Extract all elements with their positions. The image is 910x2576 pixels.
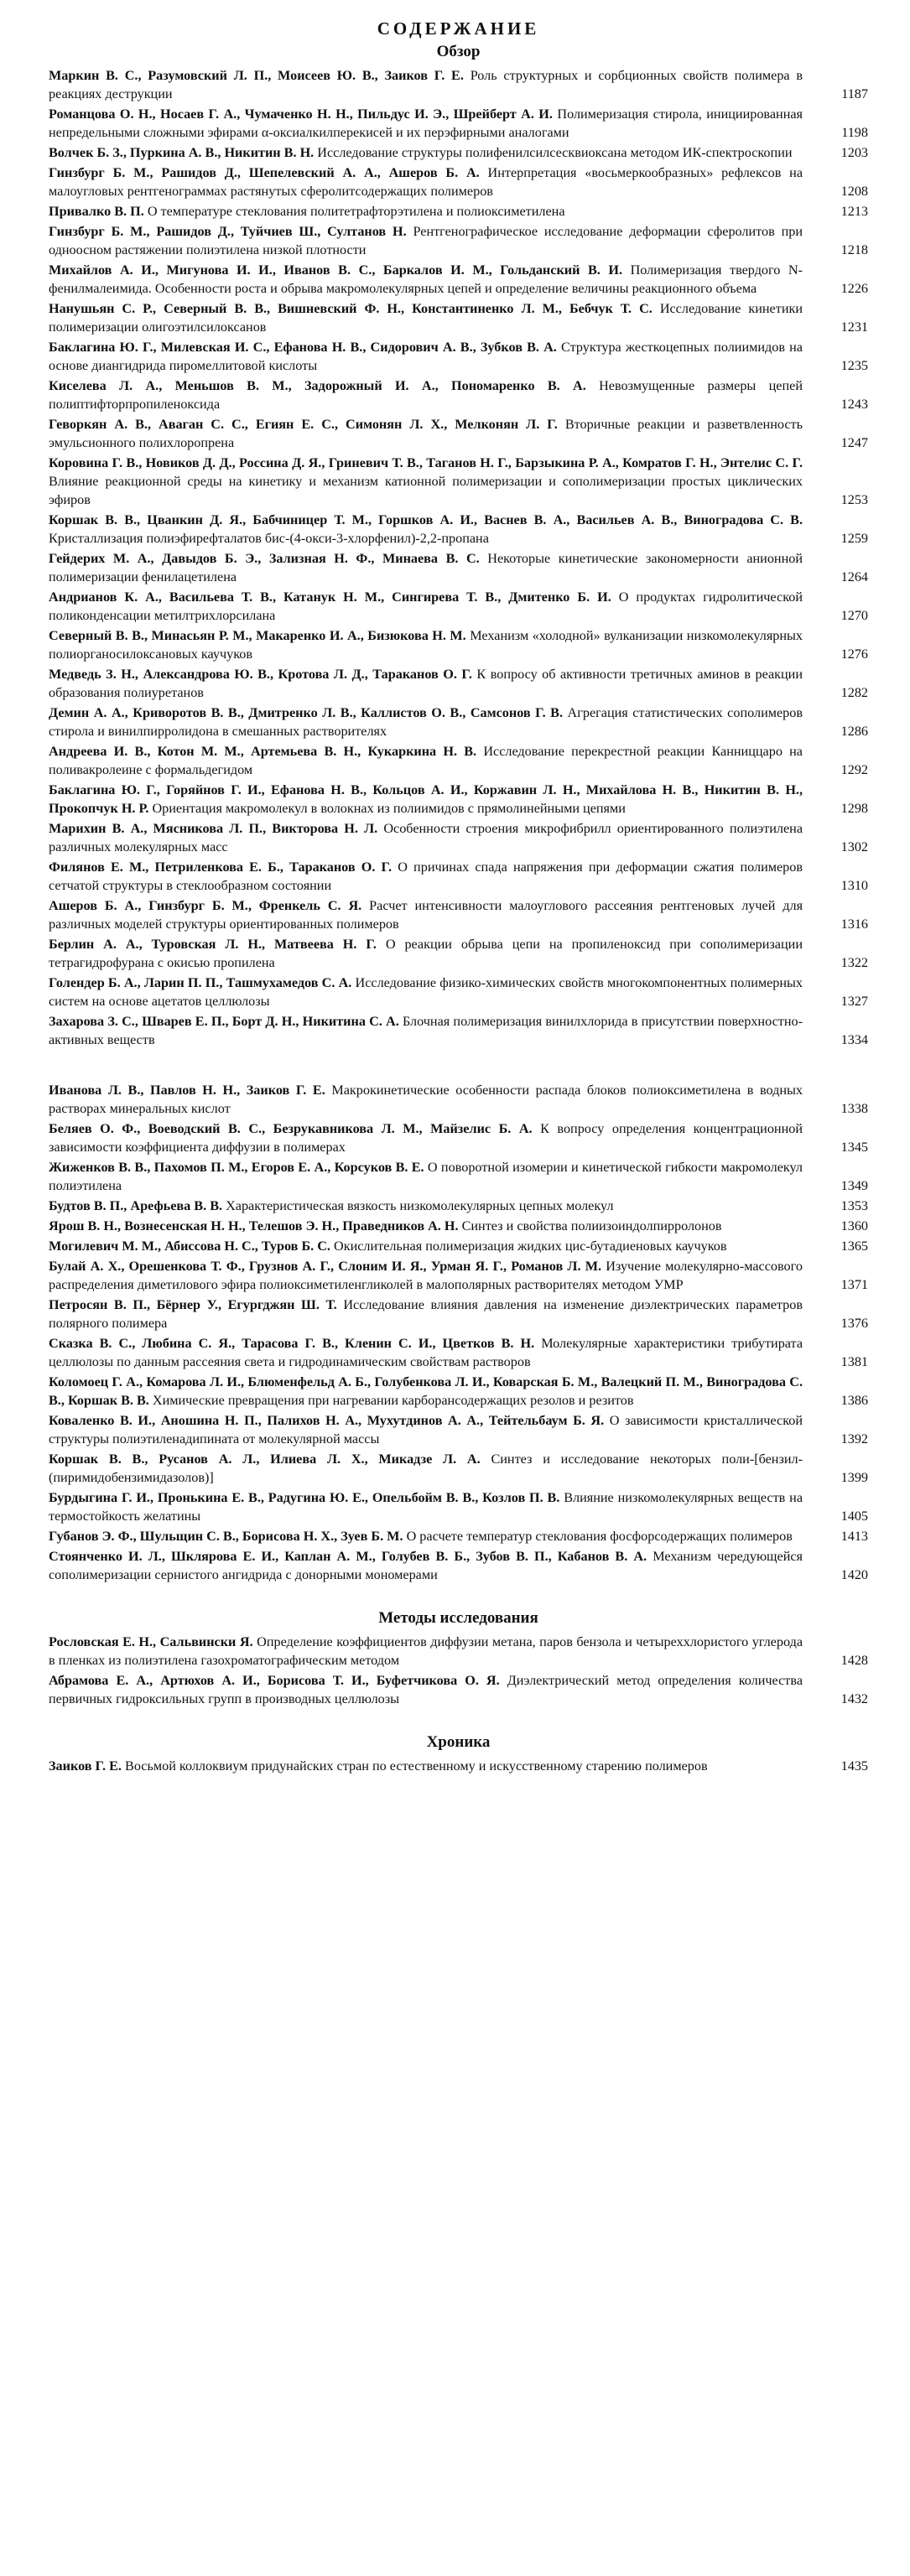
entry-text xyxy=(49,299,823,336)
entry-authors: Гинзбург Б. М., Рашидов Д., Туйчиев Ш., Султанов Н. xyxy=(49,224,407,239)
toc-section xyxy=(49,1081,868,1584)
entry-title: Химические превращения при нагревании карборансодержащих резолов и резитов xyxy=(152,1393,634,1408)
entry-title: О температуре стеклования политетрафторэтилена и полиоксиметилена xyxy=(147,204,565,219)
entry-authors: Маркин В. С., Разумовский Л. П., Моисеев Ю. В., Заиков Г. Е. xyxy=(49,68,464,83)
toc-entry xyxy=(49,66,868,103)
toc-entry xyxy=(49,819,868,856)
entry-title: Ориентация макромолекул в волокнах из полиимидов с прямолинейными цепями xyxy=(152,801,626,816)
entry-authors: Северный В. В., Минасьян Р. М., Макаренко И. А., Бизюкова Н. М. xyxy=(49,628,466,643)
entry-page-number: 1231 xyxy=(840,319,868,335)
entry-title: К вопросу определения концентрационной зависимости коэффициента диффузии в полимерах xyxy=(49,1121,803,1155)
entry-text xyxy=(49,1757,823,1775)
entry-authors: Медведь З. Н., Александрова Ю. В., Кротова Л. Д., Тараканов О. Г. xyxy=(49,667,472,682)
toc-entry xyxy=(49,1081,868,1118)
toc-entry xyxy=(49,143,868,162)
entry-text xyxy=(49,164,823,200)
entry-title: Вторичные реакции и разветвленность эмульсионного полихлоропрена xyxy=(49,417,803,450)
page-title: СОДЕРЖАНИЕ xyxy=(377,18,540,39)
toc-entry xyxy=(49,935,868,972)
entry-title: Кристаллизация полиэфирефталатов бис-(4-окси-3-хлорфенил)-2,2-пропана xyxy=(49,531,489,546)
toc-entry xyxy=(49,164,868,200)
toc-entry xyxy=(49,1237,868,1255)
entry-text xyxy=(49,143,823,162)
entry-page-number: 1322 xyxy=(840,955,868,970)
entry-title: Интерпретация «восьмеркообразных» рефлексов на малоугловых рентгенограммах растянутых сферолитсодержащих полимеров xyxy=(49,165,803,199)
toc-entry xyxy=(49,338,868,375)
entry-page-number: 1292 xyxy=(840,762,868,777)
entry-text xyxy=(49,1217,823,1235)
toc-entry xyxy=(49,1450,868,1487)
toc-entry xyxy=(49,858,868,895)
entry-page-number: 1310 xyxy=(840,878,868,893)
entry-title: Влияние низкомолекулярных веществ на термостойкость желатины xyxy=(49,1490,803,1524)
entry-authors: Заиков Г. Е. xyxy=(49,1758,122,1774)
entry-authors: Киселева Л. А., Меньшов В. М., Задорожный И. А., Пономаренко В. А. xyxy=(49,378,586,393)
entry-page-number: 1338 xyxy=(840,1101,868,1116)
entry-text xyxy=(49,1527,823,1545)
entry-title: Механизм чередующейся сополимеризации сернистого ангидрида с донорными мономерами xyxy=(49,1549,803,1582)
entry-authors: Захарова З. С., Шварев Е. П., Борт Д. Н., Никитина С. А. xyxy=(49,1014,399,1029)
entry-authors: Коломоец Г. А., Комарова Л. И., Блюменфельд А. Б., Голубенкова Л. И., Коварская Б. М., Валецкий П. М., Виноградова С. В., Коршак В. В. xyxy=(49,1374,803,1408)
entry-page-number: 1243 xyxy=(840,397,868,412)
entry-authors: Абрамова Е. А., Артюхов А. И., Борисова Т. И., Буфетчикова О. Я. xyxy=(49,1673,500,1688)
entry-text xyxy=(49,202,823,221)
entry-page-number: 1298 xyxy=(840,801,868,816)
entry-text xyxy=(49,1633,823,1670)
entry-page-number: 1302 xyxy=(840,839,868,854)
entry-page-number: 1435 xyxy=(840,1758,868,1774)
entry-page-number: 1353 xyxy=(840,1198,868,1213)
entry-authors: Будтов В. П., Арефьева В. В. xyxy=(49,1198,223,1213)
entry-text xyxy=(49,1257,823,1294)
toc-entry xyxy=(49,1334,868,1371)
entry-page-number: 1282 xyxy=(840,685,868,700)
entry-title: Изучение молекулярно-массового распределения диметилового эфира полиоксиметиленгликолей в малополярных растворителях методом УМР xyxy=(49,1259,803,1292)
entry-page-number: 1386 xyxy=(840,1393,868,1408)
toc-section xyxy=(49,43,868,1049)
entry-title: Роль структурных и сорбционных свойств полимера в реакциях деструкции xyxy=(49,68,803,101)
entry-authors: Сказка В. С., Любина С. Я., Тарасова Г. В., Кленин С. И., Цветков В. Н. xyxy=(49,1336,535,1351)
entry-text xyxy=(49,261,823,298)
toc-entry xyxy=(49,626,868,663)
toc-entry xyxy=(49,1488,868,1525)
entry-title: Особенности строения микрофибрилл ориентированного полиэтилена различных молекулярных масс xyxy=(49,821,803,854)
toc-entry xyxy=(49,299,868,336)
entry-text xyxy=(49,66,823,103)
entry-authors: Беляев О. Ф., Воеводский В. С., Безрукавникова Л. М., Майзелис Б. А. xyxy=(49,1121,533,1136)
entry-title: Синтез и исследование некоторых поли-[бензил-(пиримидобензимидазолов)] xyxy=(49,1452,803,1485)
entry-authors: Иванова Л. В., Павлов Н. Н., Заиков Г. Е. xyxy=(49,1083,325,1098)
entry-page-number: 1428 xyxy=(840,1653,868,1668)
entry-page-number: 1413 xyxy=(840,1529,868,1544)
entry-page-number: 1218 xyxy=(840,242,868,257)
entry-authors: Берлин А. А., Туровская Л. Н., Матвеева Н. Г. xyxy=(49,937,377,952)
entry-authors: Булай А. Х., Орешенкова Т. Ф., Грузнов А. Г., Слоним И. Я., Урман Я. Г., Романов Л. М. xyxy=(49,1259,602,1274)
entry-title: Исследование кинетики полимеризации олигоэтилсилоксанов xyxy=(49,301,803,335)
toc-entry xyxy=(49,415,868,452)
entry-text xyxy=(49,1671,823,1708)
entry-title: Полимеризация твердого N-фенилмалеимида. Особенности роста и обрыва макромолекулярных цепей и определение величины реакционного объема xyxy=(49,262,803,296)
entry-text xyxy=(49,1373,823,1410)
entry-text xyxy=(49,896,823,933)
toc-entry xyxy=(49,261,868,298)
toc-entry xyxy=(49,1671,868,1708)
entry-page-number: 1365 xyxy=(840,1239,868,1254)
entry-text xyxy=(49,1411,823,1448)
entry-text xyxy=(49,781,823,818)
entry-page-number: 1276 xyxy=(840,647,868,662)
entry-authors: Гейдерих М. А., Давыдов Б. Э., Зализная Н. Ф., Минаева В. С. xyxy=(49,551,480,566)
entry-text xyxy=(49,1488,823,1525)
entry-page-number: 1286 xyxy=(840,724,868,739)
entry-authors: Волчек Б. З., Пуркина А. В., Никитин В. Н. xyxy=(49,145,315,160)
toc-entry xyxy=(49,974,868,1010)
toc-entry xyxy=(49,665,868,702)
toc-entry xyxy=(49,1633,868,1670)
entry-text xyxy=(49,1334,823,1371)
entry-authors: Привалко В. П. xyxy=(49,204,144,219)
entry-text xyxy=(49,1197,823,1215)
entry-authors: Романцова О. Н., Носаев Г. А., Чумаченко Н. Н., Пильдус И. Э., Шрейберт А. И. xyxy=(49,106,553,122)
contents-body xyxy=(49,43,868,1775)
entry-page-number: 1253 xyxy=(840,492,868,507)
entry-title: Агрегация статистических сополимеров стирола и винилпирролидона в смешанных растворителях xyxy=(49,705,803,739)
entry-title: Макрокинетические особенности распада блоков полиоксиметилена в водных растворах минеральных кислот xyxy=(49,1083,803,1116)
toc-entry xyxy=(49,1547,868,1584)
entry-page-number: 1259 xyxy=(840,531,868,546)
entry-authors: Филянов Е. М., Петриленкова Е. Б., Тараканов О. Г. xyxy=(49,860,393,875)
entry-page-number: 1226 xyxy=(840,281,868,296)
entry-authors: Марихин В. А., Мясникова Л. П., Викторова Н. Л. xyxy=(49,821,378,836)
toc-entry xyxy=(49,549,868,586)
section-heading: Хроника xyxy=(426,1733,491,1751)
toc-entry xyxy=(49,1257,868,1294)
entry-text xyxy=(49,1081,823,1118)
entry-title: Расчет интенсивности малоуглового рассеяния рентгеновых лучей для различных моделей структуры ориентированных полимеров xyxy=(49,898,803,932)
entry-page-number: 1345 xyxy=(840,1140,868,1155)
entry-title: Рентгенографическое исследование деформации сферолитов при одноосном растяжении полиэтилена низкой плотности xyxy=(49,224,803,257)
entry-page-number: 1420 xyxy=(840,1567,868,1582)
entry-title: Окислительная полимеризация жидких цис-бутадиеновых каучуков xyxy=(334,1239,727,1254)
entry-title: Невозмущенные размеры цепей полиптифторпропиленоксида xyxy=(49,378,803,412)
entry-text xyxy=(49,819,823,856)
entry-text xyxy=(49,704,823,740)
entry-title: Диэлектрический метод определения количества первичных гидроксильных групп в производных целлюлозы xyxy=(49,1673,803,1706)
entry-authors: Андреева И. В., Котон М. М., Артемьева В. Н., Кукаркина Н. В. xyxy=(49,744,477,759)
entry-page-number: 1208 xyxy=(840,184,868,199)
entry-page-number: 1327 xyxy=(840,994,868,1009)
entry-page-number: 1213 xyxy=(840,204,868,219)
entry-title: О поворотной изомерии и кинетической гибкости макромолекул полиэтилена xyxy=(49,1160,803,1193)
toc-entry xyxy=(49,454,868,509)
entry-title: Исследование физико-химических свойств многокомпонентных полимерных систем на основе ацетатов целлюлозы xyxy=(49,975,803,1009)
entry-text xyxy=(49,1237,823,1255)
section-heading: Обзор xyxy=(436,43,481,60)
entry-page-number: 1270 xyxy=(840,608,868,623)
entry-authors: Коровина Г. В., Новиков Д. Д., Россина Д. Я., Гриневич Т. В., Таганов Н. Г., Барзыкина Р. А., Комратов Г. Н., Энтелис С. Г. xyxy=(49,455,803,470)
entry-title: Исследование структуры полифенилсилсесквиоксана методом ИК-спектроскопии xyxy=(317,145,793,160)
entry-text xyxy=(49,665,823,702)
entry-text xyxy=(49,222,823,259)
entry-text xyxy=(49,511,823,548)
entry-text xyxy=(49,338,823,375)
toc-entry xyxy=(49,1757,868,1775)
entry-authors: Геворкян А. В., Аваган С. С., Егиян Е. С., Симонян Л. Х., Мелконян Л. Г. xyxy=(49,417,558,432)
entry-authors: Губанов Э. Ф., Шульщин С. В., Борисова Н. Х., Зуев Б. М. xyxy=(49,1529,403,1544)
entry-text xyxy=(49,974,823,1010)
entry-authors: Михайлов А. И., Мигунова И. И., Иванов В. С., Баркалов И. М., Гольданский В. И. xyxy=(49,262,623,278)
entry-title: О реакции обрыва цепи на пропиленоксид при сополимеризации тетрагидрофурана с окисью пропилена xyxy=(49,937,803,970)
entry-text xyxy=(49,549,823,586)
entry-authors: Гинзбург Б. М., Рашидов Д., Шепелевский А. А., Ашеров Б. А. xyxy=(49,165,480,180)
entry-authors: Андрианов К. А., Васильева Т. В., Катанук Н. М., Сингирева Т. В., Дмитенко Б. И. xyxy=(49,589,611,605)
entry-title: Характеристическая вязкость низкомолекулярных цепных молекул xyxy=(226,1198,614,1213)
entry-authors: Могилевич М. М., Абиссова Н. С., Туров Б. С. xyxy=(49,1239,330,1254)
entry-title: Полимеризация стирола, инициированная непредельными сложными эфирами α-оксиалкилперекисей и их перэфирными аналогами xyxy=(49,106,803,140)
entry-text xyxy=(49,1158,823,1195)
entry-page-number: 1187 xyxy=(841,86,868,101)
entry-authors: Баклагина Ю. Г., Горяйнов Г. И., Ефанова Н. В., Кольцов А. И., Коржавин Л. Н., Михайлова Н. В., Никитин В. Н., Прокопчук Н. Р. xyxy=(49,782,803,816)
toc-entry xyxy=(49,377,868,413)
entry-text xyxy=(49,1012,823,1049)
entry-title: Определение коэффициентов диффузии метана, паров бензола и четыреххлористого углерода в пленках из полиэтилена газохроматографическим методом xyxy=(49,1634,803,1668)
toc-entry xyxy=(49,202,868,221)
entry-authors: Коваленко В. И., Аношина Н. П., Палихов Н. А., Мухутдинов А. А., Тейтельбаум Б. Я. xyxy=(49,1413,605,1428)
entry-title: Блочная полимеризация винилхлорида в присутствии поверхностно-активных веществ xyxy=(49,1014,803,1047)
entry-title: О продуктах гидролитической поликонденсации метилтрихлорсилана xyxy=(49,589,803,623)
toc-entry xyxy=(49,1527,868,1545)
entry-text xyxy=(49,377,823,413)
entry-title: Молекулярные характеристики трибутирата целлюлозы по данным рассеяния света и гидродинамическим свойствам растворов xyxy=(49,1336,803,1369)
toc-entry xyxy=(49,588,868,625)
entry-page-number: 1405 xyxy=(840,1509,868,1524)
entry-title: Исследование перекрестной реакции Канниццаро на поливакролеине с формальдегидом xyxy=(49,744,803,777)
entry-text xyxy=(49,415,823,452)
entry-authors: Бурдыгина Г. И., Пронькина Е. В., Радугина Ю. Е., Опельбойм В. В., Козлов П. В. xyxy=(49,1490,560,1505)
toc-section xyxy=(49,1733,868,1775)
entry-title: К вопросу об активности третичных аминов в реакции образования полиуретанов xyxy=(49,667,803,700)
entry-page-number: 1334 xyxy=(840,1032,868,1047)
entry-authors: Нанушьян С. Р., Северный В. В., Вишневский Ф. Н., Константиненко Л. М., Бебчук Т. С. xyxy=(49,301,653,316)
toc-entry xyxy=(49,1119,868,1156)
entry-title: Восьмой коллоквиум придунайских стран по естественному и искусственному старению полимеров xyxy=(125,1758,708,1774)
toc-entry xyxy=(49,222,868,259)
entry-title: Исследование влияния давления на изменение диэлектрических параметров полярного полимера xyxy=(49,1297,803,1331)
entry-authors: Стоянченко И. Л., Шклярова Е. И., Каплан А. М., Голубев В. Б., Зубов В. П., Кабанов В. А. xyxy=(49,1549,647,1564)
entry-text xyxy=(49,1450,823,1487)
entry-authors: Голендер Б. А., Ларин П. П., Ташмухамедов С. А. xyxy=(49,975,352,990)
entry-authors: Коршак В. В., Цванкин Д. Я., Бабчиницер Т. М., Горшков А. И., Васнев В. А., Васильев А. В., Виноградова С. В. xyxy=(49,512,803,527)
toc-entry xyxy=(49,1296,868,1332)
toc-entry xyxy=(49,1373,868,1410)
section-heading: Методы исследования xyxy=(378,1609,538,1627)
toc-entry xyxy=(49,1217,868,1235)
entry-authors: Жиженков В. В., Пахомов П. М., Егоров Е. А., Корсуков В. Е. xyxy=(49,1160,424,1175)
entry-page-number: 1381 xyxy=(840,1354,868,1369)
entry-title: Механизм «холодной» вулканизации низкомолекулярных полиорганосилоксановых каучуков xyxy=(49,628,803,662)
entry-text xyxy=(49,105,823,142)
entry-title: О зависимости кристаллической структуры полиэтиленадипината от молекулярной массы xyxy=(49,1413,803,1446)
entry-text xyxy=(49,1296,823,1332)
entry-page-number: 1247 xyxy=(840,435,868,450)
entry-title: Синтез и свойства полиизоиндолпирролонов xyxy=(461,1218,722,1233)
entry-page-number: 1376 xyxy=(840,1316,868,1331)
entry-text xyxy=(49,858,823,895)
entry-page-number: 1264 xyxy=(840,569,868,584)
entry-page-number: 1392 xyxy=(840,1431,868,1446)
toc-entry xyxy=(49,1012,868,1049)
entry-text xyxy=(49,626,823,663)
entry-page-number: 1360 xyxy=(840,1218,868,1233)
entry-page-number: 1371 xyxy=(840,1277,868,1292)
entry-authors: Петросян В. П., Бёрнер У., Егургджян Ш. Т. xyxy=(49,1297,337,1312)
entry-text xyxy=(49,1119,823,1156)
toc-section xyxy=(49,1609,868,1708)
entry-title: Некоторые кинетические закономерности анионной полимеризации фенилацетилена xyxy=(49,551,803,584)
toc-entry xyxy=(49,704,868,740)
toc-entry xyxy=(49,1411,868,1448)
entry-page-number: 1235 xyxy=(840,358,868,373)
entry-text xyxy=(49,1547,823,1584)
entry-authors: Демин А. А., Криворотов В. В., Дмитренко Л. В., Каллистов О. В., Самсонов Г. В. xyxy=(49,705,564,720)
entry-authors: Ашеров Б. А., Гинзбург Б. М., Френкель С. Я. xyxy=(49,898,362,913)
toc-entry xyxy=(49,1158,868,1195)
entry-page-number: 1432 xyxy=(840,1691,868,1706)
toc-entry xyxy=(49,781,868,818)
toc-entry xyxy=(49,742,868,779)
entry-text xyxy=(49,742,823,779)
entry-title: О расчете температур стеклования фосфорсодержащих полимеров xyxy=(406,1529,793,1544)
toc-entry xyxy=(49,105,868,142)
entry-page-number: 1198 xyxy=(841,125,868,140)
toc-entry xyxy=(49,1197,868,1215)
toc-entry xyxy=(49,511,868,548)
entry-text xyxy=(49,454,823,509)
entry-title: Влияние реакционной среды на кинетику и механизм катионной полимеризации и сополимеризации простых циклических эфиров xyxy=(49,474,803,507)
entry-authors: Баклагина Ю. Г., Милевская И. С., Ефанова Н. В., Сидорович А. В., Зубков В. А. xyxy=(49,340,557,355)
entry-authors: Коршак В. В., Русанов А. Л., Илиева Л. Х., Микадзе Л. А. xyxy=(49,1452,481,1467)
entry-text xyxy=(49,935,823,972)
entry-authors: Рословская Е. Н., Сальвински Я. xyxy=(49,1634,253,1649)
entry-page-number: 1349 xyxy=(840,1178,868,1193)
entry-page-number: 1399 xyxy=(840,1470,868,1485)
entry-title: Структура жесткоцепных полиимидов на основе диангидрида пиромеллитовой кислоты xyxy=(49,340,803,373)
toc-entry xyxy=(49,896,868,933)
entry-page-number: 1203 xyxy=(840,145,868,160)
entry-text xyxy=(49,588,823,625)
entry-authors: Ярош В. Н., Вознесенская Н. Н., Телешов Э. Н., Праведников А. Н. xyxy=(49,1218,459,1233)
entry-page-number: 1316 xyxy=(840,917,868,932)
entry-title: О причинах спада напряжения при деформации сжатия полимеров сетчатой структуры в стеклообразном состоянии xyxy=(49,860,803,893)
